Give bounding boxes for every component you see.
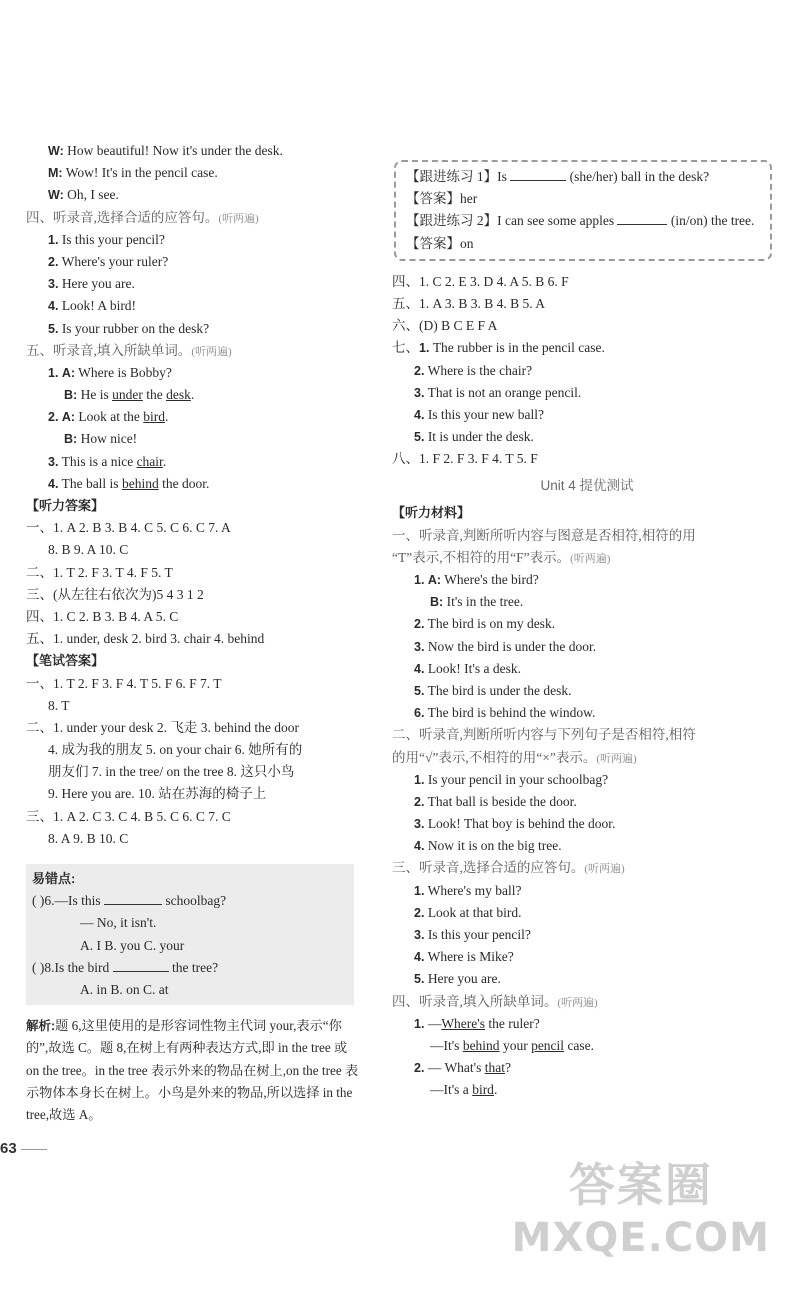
section-title xyxy=(26,340,376,362)
list-item xyxy=(392,680,782,702)
section-note: (听两遍) xyxy=(557,996,598,1009)
watermark-logo xyxy=(512,1149,770,1261)
section-title-text: 四、听录音,填入所缺单词。 xyxy=(392,993,558,1009)
common-mistakes-box xyxy=(26,864,354,1005)
analysis-text: 题 6,这里使用的是形容词性物主代词 your,表示“你的”,故选 C。题 8,在树上有两种表达方式,即 in the tree 或 on the tree。in the tree 表示外来的物品在树上,on the tree 表示物体本身长在树上。小鸟是外来的物品,所以选择 in the tree,故选 A。 xyxy=(26,1018,359,1122)
list-item xyxy=(26,295,376,317)
answer-row xyxy=(392,360,782,382)
answer-row: 朋友们 7. in the tree/ on the tree 8. 这只小鸟 xyxy=(48,764,295,780)
answer-row: 五、1. under, desk 2. bird 3. chair 4. behind xyxy=(26,631,265,647)
listening-materials-heading: 【听力材料】 xyxy=(392,505,471,521)
item-number: 3. xyxy=(414,639,425,654)
item-number: 2. xyxy=(414,617,425,632)
section-note: (听两遍) xyxy=(570,552,611,565)
fill-blank xyxy=(104,892,162,905)
practice-answer: 【答案】on xyxy=(406,235,474,251)
speaker: B: xyxy=(430,595,444,610)
list-item xyxy=(392,613,782,635)
section-title xyxy=(392,991,782,1013)
filled-word: that xyxy=(484,1060,505,1076)
item-number: 3. xyxy=(414,928,425,943)
list-item xyxy=(26,451,376,473)
answer-row: 8. T xyxy=(48,697,70,713)
listening-answers-heading: 【听力答案】 xyxy=(26,498,105,513)
item-number: 2. xyxy=(414,1061,425,1076)
item-number: 3. xyxy=(414,385,425,400)
item-text: Where's my ball? xyxy=(427,882,522,898)
list-item xyxy=(392,1057,782,1079)
item-text: Look! It's a desk. xyxy=(427,660,521,676)
item-text: The bird is under the desk. xyxy=(427,682,572,698)
speaker: B: xyxy=(64,432,78,447)
page-number-text: 63 xyxy=(0,1140,17,1157)
item-number: 4. xyxy=(414,661,425,676)
filled-word: pencil xyxy=(531,1037,565,1053)
item-number: 2. xyxy=(414,363,425,378)
list-item xyxy=(392,591,782,613)
speaker: B: xyxy=(64,388,78,403)
practice-answer: 【答案】her xyxy=(406,191,478,207)
item-number: 4. xyxy=(414,407,425,422)
item-text: Now the bird is under the door. xyxy=(427,638,597,654)
section-title-text: 的用“√”表示,不相符的用“×”表示。 xyxy=(392,749,597,765)
question-line: — No, it isn't. xyxy=(80,915,157,931)
filled-word: Where's xyxy=(441,1015,485,1031)
section-title xyxy=(392,547,782,569)
list-item xyxy=(392,924,782,946)
analysis-label: 解析: xyxy=(26,1019,56,1034)
answer-row: 4. 成为我的朋友 5. on your chair 6. 她所有的 xyxy=(48,742,303,758)
list-item xyxy=(392,813,782,835)
item-text: Where is the chair? xyxy=(427,362,533,378)
item-text: the door. xyxy=(162,475,210,491)
options-line: A. I B. you C. your xyxy=(80,937,185,953)
dialog-line xyxy=(26,140,376,162)
answer-row: 四、1. C 2. E 3. D 4. A 5. B 6. F xyxy=(392,273,569,289)
list-item xyxy=(26,362,376,384)
list-item xyxy=(392,569,782,591)
item-text: It is under the desk. xyxy=(427,429,534,445)
item-number: 1. xyxy=(414,573,425,588)
item-number: 1. xyxy=(48,232,59,247)
item-text: The bird is on my desk. xyxy=(427,616,556,632)
section-title: 二、听录音,判断所听内容与下列句子是否相符,相符 xyxy=(392,727,696,743)
practice-line xyxy=(406,210,760,232)
answer-paren: ( )6. xyxy=(32,893,55,909)
item-text: That is not an orange pencil. xyxy=(427,384,582,400)
item-text: Is this your new ball? xyxy=(427,406,545,422)
item-number: 3. xyxy=(48,454,59,469)
item-text: Look! A bird! xyxy=(61,298,137,314)
list-item xyxy=(392,968,782,990)
item-text: Look at the xyxy=(78,409,140,425)
dialog-text: Wow! It's in the pencil case. xyxy=(65,165,218,181)
item-number: 4. xyxy=(414,839,425,854)
fill-blank xyxy=(113,959,169,972)
speaker: A: xyxy=(61,410,76,425)
item-number: 1. xyxy=(414,772,425,787)
item-number: 2. xyxy=(48,410,59,425)
list-item xyxy=(392,880,782,902)
answer-row: 四、1. C 2. B 3. B 4. A 5. C xyxy=(26,608,179,624)
filled-word: bird xyxy=(472,1082,494,1098)
speaker: W: xyxy=(48,144,64,158)
section-title xyxy=(26,207,376,229)
answer-row: 五、1. A 3. B 3. B 4. B 5. A xyxy=(392,295,546,311)
item-number: 6. xyxy=(414,706,425,721)
item-text: . xyxy=(493,1082,498,1098)
follow-up-practice-box xyxy=(394,160,772,261)
list-item xyxy=(26,473,376,495)
page-number-rule xyxy=(21,1149,47,1150)
practice-line xyxy=(406,166,760,188)
question-text: schoolbag? xyxy=(165,893,227,909)
written-answers-heading: 【笔试答案】 xyxy=(26,653,105,669)
item-number: 5. xyxy=(414,683,425,698)
list-item xyxy=(392,658,782,680)
answer-row: 八、1. F 2. F 3. F 4. T 5. F xyxy=(392,451,538,467)
section-title-text: 五、听录音,填入所缺单词。 xyxy=(26,342,192,358)
item-text: Here you are. xyxy=(427,971,501,987)
section-note: (听两遍) xyxy=(191,345,232,358)
item-text: Look! That boy is behind the door. xyxy=(427,816,616,832)
item-text: It's in the tree. xyxy=(446,594,524,610)
section-note: (听两遍) xyxy=(218,212,259,225)
item-number: 4. xyxy=(48,299,59,314)
speaker: W: xyxy=(48,188,64,203)
item-text: . xyxy=(162,453,167,469)
answer-row: 一、1. A 2. B 3. B 4. C 5. C 6. C 7. A xyxy=(26,520,231,536)
item-number: 1. xyxy=(414,1016,425,1031)
question-text: the tree? xyxy=(172,959,219,975)
answer-row xyxy=(392,426,782,448)
list-item xyxy=(26,229,376,251)
item-number: 4. xyxy=(48,476,59,491)
question-text: —Is this xyxy=(54,893,101,909)
list-item xyxy=(26,428,376,450)
answer-row: 8. B 9. A 10. C xyxy=(48,542,129,558)
dialog-text: How beautiful! Now it's under the desk. xyxy=(67,143,283,158)
item-text: Look at that bird. xyxy=(427,904,522,920)
speaker: M: xyxy=(48,166,63,181)
left-column xyxy=(26,140,376,1126)
item-text: ? xyxy=(505,1060,511,1076)
fill-blank xyxy=(510,168,566,181)
practice-text: (she/her) ball in the desk? xyxy=(569,169,710,184)
list-item xyxy=(392,769,782,791)
answer-row: 六、(D) B C E F A xyxy=(392,318,498,334)
item-text: —It's a xyxy=(430,1082,469,1098)
item-number: 5. xyxy=(414,972,425,987)
fill-blank xyxy=(617,212,667,225)
item-text: He is xyxy=(80,387,109,403)
item-text: Where is Mike? xyxy=(427,949,514,965)
item-text: That ball is beside the door. xyxy=(427,793,577,809)
speaker: A: xyxy=(61,365,76,380)
page-number xyxy=(0,1140,47,1157)
answer-row xyxy=(392,337,782,359)
item-text: —It's xyxy=(430,1037,460,1053)
item-text: . xyxy=(165,409,169,425)
options-line: A. in B. on C. at xyxy=(80,981,169,997)
list-item xyxy=(26,406,376,428)
question-line xyxy=(32,890,348,912)
item-number: 1. xyxy=(414,883,425,898)
answer-row: 一、1. T 2. F 3. F 4. T 5. F 6. F 7. T xyxy=(26,675,222,691)
item-number: 2. xyxy=(414,905,425,920)
section-title xyxy=(392,857,782,879)
speaker: A: xyxy=(427,573,442,588)
item-number: 4. xyxy=(414,950,425,965)
item-text: case. xyxy=(567,1037,595,1053)
filled-word: chair xyxy=(136,453,163,469)
list-item xyxy=(26,251,376,273)
item-text: Is this your pencil? xyxy=(61,231,165,247)
practice-text: 【跟进练习 2】I can see some apples xyxy=(406,213,615,229)
section-title: 一、听录音,判断所听内容与图意是否相符,相符的用 xyxy=(392,527,696,543)
list-item xyxy=(392,902,782,924)
item-number: 1. xyxy=(419,341,430,356)
list-item xyxy=(26,384,376,406)
answer-row: 三、(从左往右依次为)5 4 3 1 2 xyxy=(26,586,204,602)
list-item xyxy=(392,636,782,658)
item-text: This is a nice xyxy=(61,453,134,469)
item-text: . xyxy=(190,387,195,403)
item-text: — xyxy=(427,1015,442,1031)
list-item xyxy=(392,702,782,724)
item-text: Is this your pencil? xyxy=(427,927,531,943)
item-text: Where's your ruler? xyxy=(61,253,169,269)
item-text: Now it is on the big tree. xyxy=(427,838,562,854)
section-note: (听两遍) xyxy=(596,752,637,765)
section-title xyxy=(392,747,782,769)
filled-word: under xyxy=(112,387,143,403)
item-number: 3. xyxy=(48,277,59,292)
item-text: the ruler? xyxy=(488,1015,540,1031)
item-text: Where is Bobby? xyxy=(78,364,172,380)
item-text: The rubber is in the pencil case. xyxy=(432,340,605,356)
section-title-text: 四、听录音,选择合适的应答句。 xyxy=(26,209,219,225)
list-item xyxy=(392,1035,782,1057)
filled-word: behind xyxy=(462,1037,500,1053)
item-text: How nice! xyxy=(80,431,138,447)
watermark-url: MXQE.COM xyxy=(511,1215,770,1261)
answer-paren: ( )8. xyxy=(32,959,55,975)
answer-row: 9. Here you are. 10. 站在苏海的椅子上 xyxy=(48,786,267,802)
list-item xyxy=(26,273,376,295)
practice-text: 【跟进练习 1】Is xyxy=(406,169,507,184)
item-text: The ball is xyxy=(61,475,119,491)
filled-word: desk xyxy=(166,387,191,403)
item-text: the xyxy=(146,387,163,403)
item-number: 5. xyxy=(48,321,59,336)
dialog-line xyxy=(26,162,376,184)
item-number: 2. xyxy=(48,254,59,269)
filled-word: bird xyxy=(143,409,165,425)
watermark-text: 答案圈 xyxy=(568,1158,713,1212)
section-title-text: “T”表示,不相符的用“F”表示。 xyxy=(392,549,571,565)
item-number: 3. xyxy=(414,817,425,832)
item-text: The bird is behind the window. xyxy=(427,705,596,721)
answer-row: 二、1. T 2. F 3. T 4. F 5. T xyxy=(26,564,173,580)
item-text: your xyxy=(502,1037,528,1053)
item-text: Where's the bird? xyxy=(444,572,539,588)
unit-title: Unit 4 提优测试 xyxy=(540,478,634,494)
answer-row xyxy=(392,404,782,426)
list-item xyxy=(392,1013,782,1035)
question-text: Is the bird xyxy=(54,959,110,975)
filled-word: behind xyxy=(121,475,159,491)
item-text: Is your rubber on the desk? xyxy=(61,320,210,336)
section-note: (听两遍) xyxy=(584,863,625,876)
item-text: — What's xyxy=(427,1060,482,1076)
answer-row: 二、1. under your desk 2. 飞走 3. behind the door xyxy=(26,719,299,735)
right-column xyxy=(392,148,782,1102)
section-prefix: 七、 xyxy=(392,340,419,356)
answer-row: 三、1. A 2. C 3. C 4. B 5. C 6. C 7. C xyxy=(26,808,231,824)
section-title-text: 三、听录音,选择合适的应答句。 xyxy=(392,860,585,876)
question-line xyxy=(32,957,348,979)
answer-row: 8. A 9. B 10. C xyxy=(48,830,129,846)
item-text: Is your pencil in your schoolbag? xyxy=(427,771,609,787)
mistakes-heading: 易错点: xyxy=(32,871,76,886)
answer-row xyxy=(392,382,782,404)
list-item xyxy=(26,318,376,340)
item-number: 5. xyxy=(414,430,425,445)
practice-text: (in/on) the tree. xyxy=(670,213,755,229)
dialog-line xyxy=(26,184,376,206)
item-number: 1. xyxy=(48,365,59,380)
list-item xyxy=(392,946,782,968)
dialog-text: Oh, I see. xyxy=(67,187,119,203)
list-item xyxy=(392,1079,782,1101)
item-number: 2. xyxy=(414,794,425,809)
list-item xyxy=(392,791,782,813)
analysis-paragraph xyxy=(26,1015,362,1126)
list-item xyxy=(392,835,782,857)
item-text: Here you are. xyxy=(61,276,135,292)
